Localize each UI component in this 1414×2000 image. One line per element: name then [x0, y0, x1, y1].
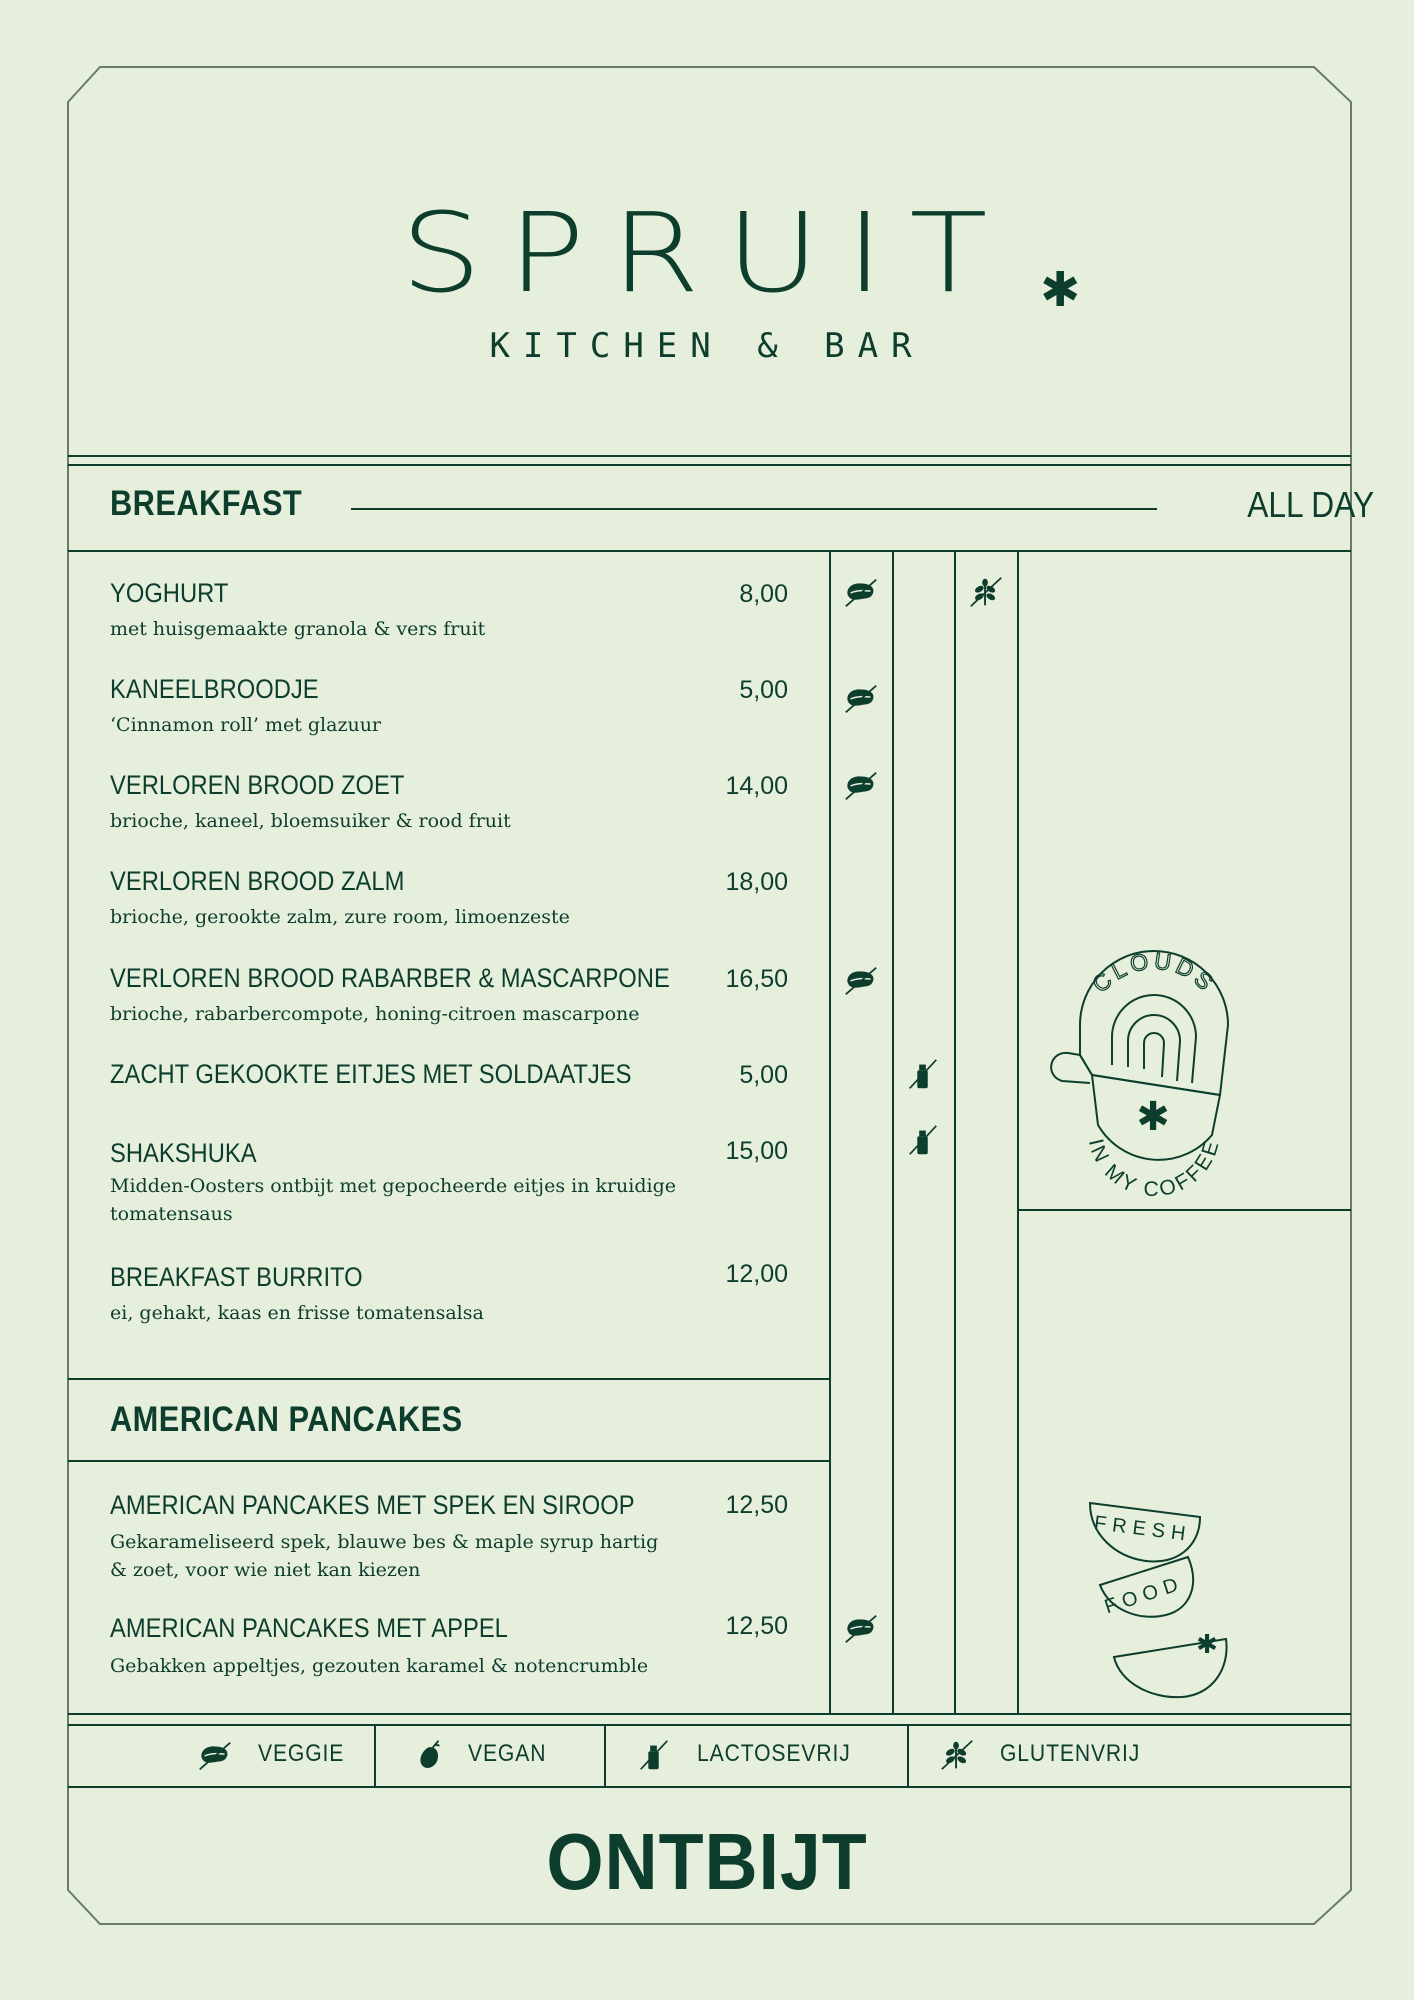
menu-item-description: ei, gehakt, kaas en frisse tomatensalsa: [110, 1302, 484, 1324]
veggie-icon: [196, 1737, 234, 1775]
coffee-cup-badge: [1040, 925, 1300, 1215]
menu-item-name: VERLOREN BROOD RABARBER & MASCARPONE: [110, 963, 670, 993]
logo-asterisk-icon: ✱: [1040, 262, 1081, 318]
menu-item-price: 12,50: [725, 1491, 788, 1519]
menu-item-price: 5,00: [739, 676, 788, 704]
menu-item-name: ZACHT GEKOOKTE EITJES MET SOLDAATJES: [110, 1059, 632, 1089]
menu-item-description: brioche, kaneel, bloemsuiker & rood fruit: [110, 810, 511, 832]
menu-item-name: VERLOREN BROOD ZALM: [110, 866, 405, 896]
menu-item-price: 16,50: [725, 965, 788, 993]
menu-item-name: AMERICAN PANCAKES MET APPEL: [110, 1613, 508, 1643]
lactosevrij-icon: [635, 1737, 673, 1775]
veggie-icon: [842, 1610, 880, 1648]
svg-text:CLOUDS: [1087, 947, 1221, 997]
menu-item-description: Gebakken appeltjes, gezouten karamel & notencrumble: [110, 1655, 649, 1677]
brand-tagline: KITCHEN & BAR: [489, 326, 925, 366]
fresh-food-badge: [1080, 1495, 1240, 1720]
section-title-pancakes: AMERICAN PANCAKES: [110, 1400, 463, 1439]
menu-item-name: YOGHURT: [110, 578, 229, 608]
menu-item-price: 14,00: [725, 772, 788, 800]
menu-item-price: 12,50: [725, 1612, 788, 1640]
section-title-breakfast: BREAKFAST: [110, 484, 303, 523]
badge-food-top-text: FRESH: [1092, 1512, 1193, 1546]
badge-coffee-bottom-text: IN MY COFFEE: [1083, 1135, 1225, 1202]
vegan-icon: [410, 1737, 448, 1775]
menu-item-price: 8,00: [739, 580, 788, 608]
veggie-icon: [842, 574, 880, 612]
menu-item-name: AMERICAN PANCAKES MET SPEK EN SIROOP: [110, 1490, 635, 1520]
badge-food-bottom-text: FOOD: [1101, 1572, 1187, 1619]
legend-label-lactosevrij: LACTOSEVRIJ: [697, 1740, 851, 1767]
svg-text:IN MY COFFEE: [1084, 1136, 1225, 1201]
menu-item-description: brioche, rabarbercompote, honing-citroen mascarpone: [110, 1003, 640, 1025]
footer-title: ONTBIJT: [546, 1817, 868, 1906]
menu-item-name: KANEELBROODJE: [110, 674, 319, 704]
menu-item-price: 15,00: [725, 1137, 788, 1165]
coffee-asterisk-icon: ✱: [1136, 1094, 1170, 1140]
menu-item-description: Gekarameliseerd spek, blauwe bes & maple syrup hartig & zoet, voor wie niet kan kiezen: [110, 1531, 659, 1581]
badge-coffee-top-text: CLOUDS: [1086, 947, 1222, 998]
menu-item-description: met huisgemaakte granola & vers fruit: [110, 618, 486, 640]
menu-item-name: SHAKSHUKA: [110, 1138, 257, 1168]
menu-item-price: 5,00: [739, 1061, 788, 1089]
food-asterisk-icon: ✱: [1196, 1630, 1218, 1660]
lactosevrij-icon: [904, 1056, 942, 1094]
menu-item-name: VERLOREN BROOD ZOET: [110, 770, 405, 800]
menu-item-description: ‘Cinnamon roll’ met glazuur: [110, 714, 382, 736]
veggie-icon: [842, 962, 880, 1000]
glutenvrij-icon: [938, 1737, 976, 1775]
menu-item-description: Midden-Oosters ontbijt met gepocheerde eitjes in kruidige tomatensaus: [110, 1175, 677, 1225]
veggie-icon: [842, 767, 880, 805]
legend-label-vegan: VEGAN: [468, 1740, 547, 1767]
legend-label-glutenvrij: GLUTENVRIJ: [1000, 1740, 1141, 1767]
veggie-icon: [842, 680, 880, 718]
section-availability: ALL DAY: [1247, 484, 1374, 525]
lactosevrij-icon: [904, 1122, 942, 1160]
menu-item-price: 18,00: [725, 868, 788, 896]
menu-item-description: brioche, gerookte zalm, zure room, limoenzeste: [110, 906, 570, 928]
legend-label-veggie: VEGGIE: [258, 1740, 345, 1767]
menu-item-name: BREAKFAST BURRITO: [110, 1262, 363, 1292]
brand-logo: SPRUIT: [400, 189, 1014, 318]
glutenvrij-icon: [967, 574, 1005, 612]
menu-item-price: 12,00: [725, 1260, 788, 1288]
